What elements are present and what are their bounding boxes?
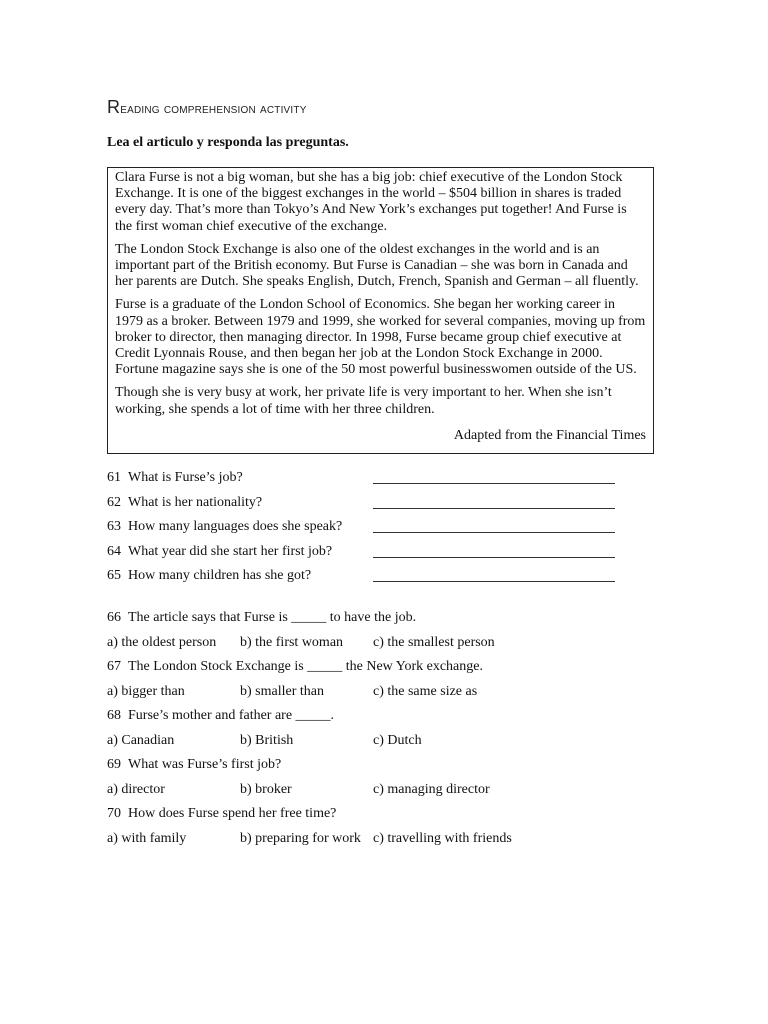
mc-question: [107, 658, 667, 683]
option-a[interactable]: a) director: [107, 781, 165, 797]
question-number: 68: [107, 708, 121, 723]
question-row: [107, 469, 627, 494]
mc-options: [107, 683, 667, 708]
article-paragraph: Though she is very busy at work, her private life is very important to her. When she isn’t working, she spends a lot of time with her three children.: [115, 385, 612, 417]
question-row: [107, 543, 627, 568]
option-a[interactable]: a) Canadian: [107, 732, 175, 748]
mc-options: [107, 634, 667, 659]
mc-options: [107, 732, 667, 757]
multiple-choice-section: [107, 609, 667, 854]
question-number: 67: [107, 659, 121, 674]
mc-question: [107, 707, 667, 732]
question-text: How does Furse spend her free time?: [128, 806, 337, 821]
question-text: What is her nationality?: [128, 494, 263, 510]
question-row: [107, 494, 627, 519]
question-text: How many children has she got?: [128, 568, 312, 584]
question-row: [107, 518, 627, 543]
answer-line[interactable]: [373, 508, 615, 509]
option-a[interactable]: a) the oldest person: [107, 634, 217, 650]
answer-line[interactable]: [373, 581, 615, 582]
page-title: [107, 97, 307, 118]
question-text: The London Stock Exchange is _____ the New York exchange.: [128, 659, 483, 674]
option-c[interactable]: c) the smallest person: [373, 634, 495, 650]
question-row: [107, 567, 627, 592]
question-text: What is Furse’s job?: [128, 470, 243, 485]
article-paragraph: Clara Furse is not a big woman, but she has a big job: chief executive of the London Stock Exchange. It is one of the biggest exchanges in the world – $504 billion in shares is traded every day. That’s more than Tokyo’s And New York’s exchanges put together! And Furse is the first woman chief executive of the exchange.: [115, 170, 627, 234]
option-b[interactable]: b) smaller than: [240, 683, 324, 699]
answer-line[interactable]: [373, 483, 615, 484]
question-number: 62: [107, 494, 121, 510]
option-c[interactable]: c) the same size as: [373, 683, 478, 699]
option-c[interactable]: c) travelling with friends: [373, 830, 512, 846]
question-number: 66: [107, 610, 121, 625]
question-text: Furse’s mother and father are _____.: [128, 708, 335, 723]
option-b[interactable]: b) preparing for work: [240, 830, 361, 846]
article-box: [107, 167, 654, 454]
article-paragraph: The London Stock Exchange is also one of the oldest exchanges in the world and is an important part of the British economy. But Furse is Canadian – she was born in Canada and her parents are Dutch. She speaks English, Dutch, French, Spanish and German – all fluently.: [115, 241, 639, 290]
article-paragraph: Furse is a graduate of the London School of Economics. She began her working career in 1979 as a broker. Between 1979 and 1999, she worked for several companies, moving up from broker to director, then managing director. In 1998, Furse became group chief executive at Credit Lyonnais Rouse, and then began her job at the London Stock Exchange in 2000. Fortune magazine says she is one of the 50 most powerful businesswomen outside of the US.: [115, 297, 646, 378]
title-rest: eading comprehension activity: [120, 100, 307, 116]
question-text: The article says that Furse is _____ to have the job.: [128, 610, 417, 625]
question-number: 63: [107, 519, 121, 535]
question-number: 64: [107, 543, 121, 559]
option-a[interactable]: a) with family: [107, 830, 187, 846]
instructions: Lea el articulo y responda las preguntas.: [107, 135, 349, 150]
question-number: 70: [107, 806, 121, 821]
mc-question: [107, 609, 667, 634]
mc-options: [107, 781, 667, 806]
question-number: 69: [107, 757, 121, 772]
short-answer-questions: [107, 469, 627, 592]
option-c[interactable]: c) Dutch: [373, 732, 422, 748]
option-b[interactable]: b) British: [240, 732, 294, 748]
option-a[interactable]: a) bigger than: [107, 683, 185, 699]
answer-line[interactable]: [373, 557, 615, 558]
mc-question: [107, 756, 667, 781]
question-number: 61: [107, 470, 121, 485]
question-number: 65: [107, 568, 121, 584]
option-c[interactable]: c) managing director: [373, 781, 490, 797]
mc-options: [107, 830, 667, 855]
article-source: Adapted from the Financial Times: [453, 427, 646, 443]
option-b[interactable]: b) broker: [240, 781, 292, 797]
title-initial: R: [107, 97, 121, 117]
mc-question: [107, 805, 667, 830]
question-text: What was Furse’s first job?: [128, 757, 282, 772]
answer-line[interactable]: [373, 532, 615, 533]
option-b[interactable]: b) the first woman: [240, 634, 344, 650]
question-text: What year did she start her first job?: [128, 543, 333, 559]
question-text: How many languages does she speak?: [128, 519, 343, 535]
